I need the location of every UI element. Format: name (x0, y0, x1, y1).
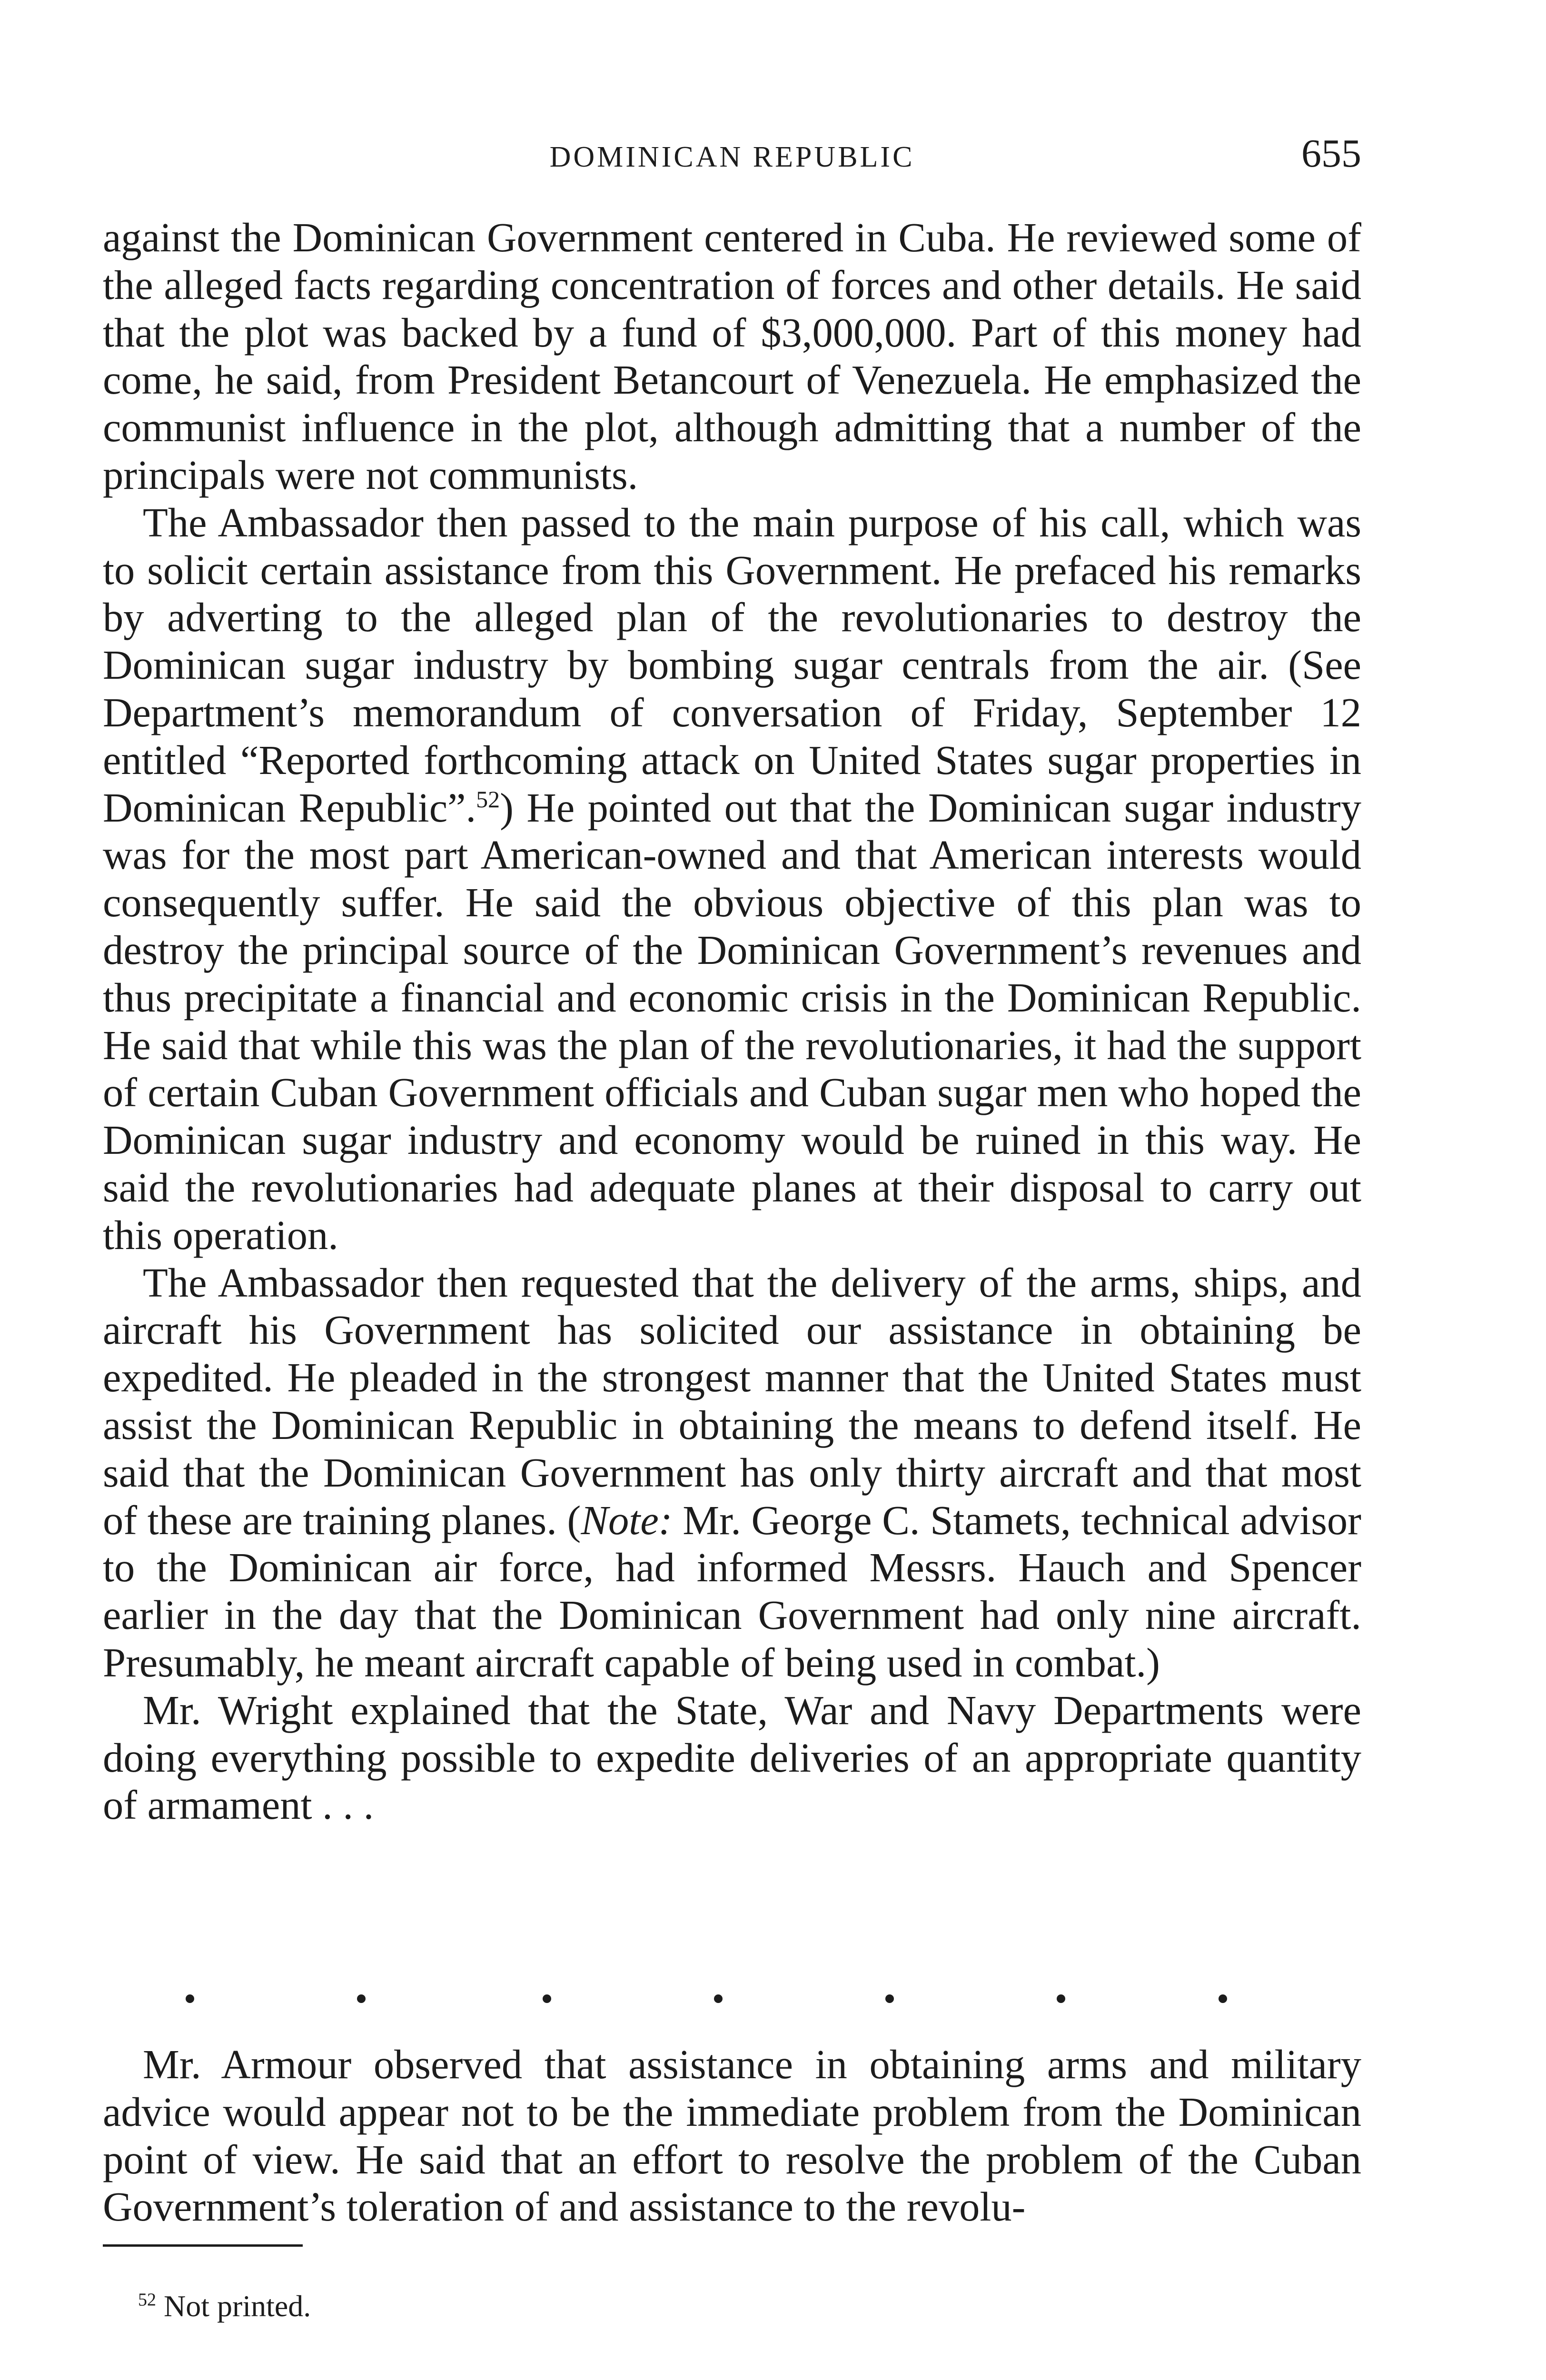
footnote-reference: 52 (476, 785, 500, 813)
ellipsis-dot (357, 1994, 366, 2003)
note-label: Note: (581, 1497, 673, 1543)
paragraph-3 (103, 1259, 1361, 1687)
ellipsis-dot (186, 1994, 194, 2003)
paragraph-5: Mr. Armour observed that assistance in obtaining arms and military advice would appear not to be the immediate problem from the Dominican point of view. He said that an effort to resolve the problem of the Cuban Government’s toleration of and assistance to the revolu- (103, 2042, 1361, 2230)
paragraph-2 (103, 499, 1361, 1259)
ellipsis-dot (543, 1994, 551, 2003)
paragraph-4: Mr. Wright explained that the State, War and Navy Departments were doing everything possible to expedite deliveries of an appropriate quantity of armament . . . (103, 1687, 1361, 1828)
paragraph-3-text-b: Mr. George C. Stamets, technical advisor to the Dominican air force, had informed Messrs. Hauch and Spencer earlier in the day that the Dominican Government had only nine aircraft. Presumably, he meant aircraft capable of being used in combat.) (103, 1497, 1361, 1686)
footnote-number: 52 (138, 2290, 156, 2310)
paragraph-2-text-a: The Ambassador then passed to the main purpose of his call, which was to solicit certain assistance from this Government. He prefaced his remarks by adverting to the alleged plan of the revolutionaries to destroy the Dominican sugar industry by bombing sugar centrals from the air. (See Department’s memorandum of conversation of Friday, September 12 entitled “Reported forthcoming attack on United States sugar properties in Dominican Republic”. (103, 499, 1361, 831)
footnote (138, 2287, 311, 2325)
page-header (103, 129, 1361, 181)
body-text-continued (103, 2041, 1361, 2231)
paragraph-3-text-a: The Ambassador then requested that the delivery of the arms, ships, and aircraft his Government has solicited our assistance in obtaining be expedited. He pleaded in the strongest manner that the United States must assist the Dominican Republic in obtaining the means to defend itself. He said that the Dominican Government has only thirty aircraft and that most of these are training planes. ( (103, 1259, 1361, 1543)
running-head: DOMINICAN REPUBLIC (549, 141, 915, 173)
body-text (103, 214, 1361, 1829)
footnote-text: Not printed. (164, 2289, 311, 2323)
ellipsis-dot (1057, 1994, 1065, 2003)
ellipsis-dot (714, 1994, 723, 2003)
footnote-divider (103, 2244, 303, 2247)
omission-marker (186, 1994, 1214, 2013)
paragraph-2-text-b: ) He pointed out that the Dominican sugar industry was for the most part American-owned and that American interests would consequently suffer. He said the obvious objective of this plan was to destroy the principal source of the Dominican Government’s revenues and thus precipitate a financial and economic crisis in the Dominican Republic. He said that while this was the plan of the revolutionaries, it had the support of certain Cuban Government officials and Cuban sugar men who hoped the Dominican sugar industry and economy would be ruined in this way. He said the revolutionaries had adequate planes at their disposal to carry out this operation. (103, 784, 1361, 1258)
ellipsis-dot (885, 1994, 894, 2003)
ellipsis-dot (1219, 1994, 1227, 2003)
page-number: 655 (1301, 131, 1361, 176)
paragraph-1: against the Dominican Government centered in Cuba. He reviewed some of the alleged facts regarding concentration of forces and other details. He said that the plot was backed by a fund of $3,000,000. Part of this money had come, he said, from President Betancourt of Venezuela. He emphasized the communist influence in the plot, although admitting that a number of the principals were not communists. (103, 215, 1361, 498)
